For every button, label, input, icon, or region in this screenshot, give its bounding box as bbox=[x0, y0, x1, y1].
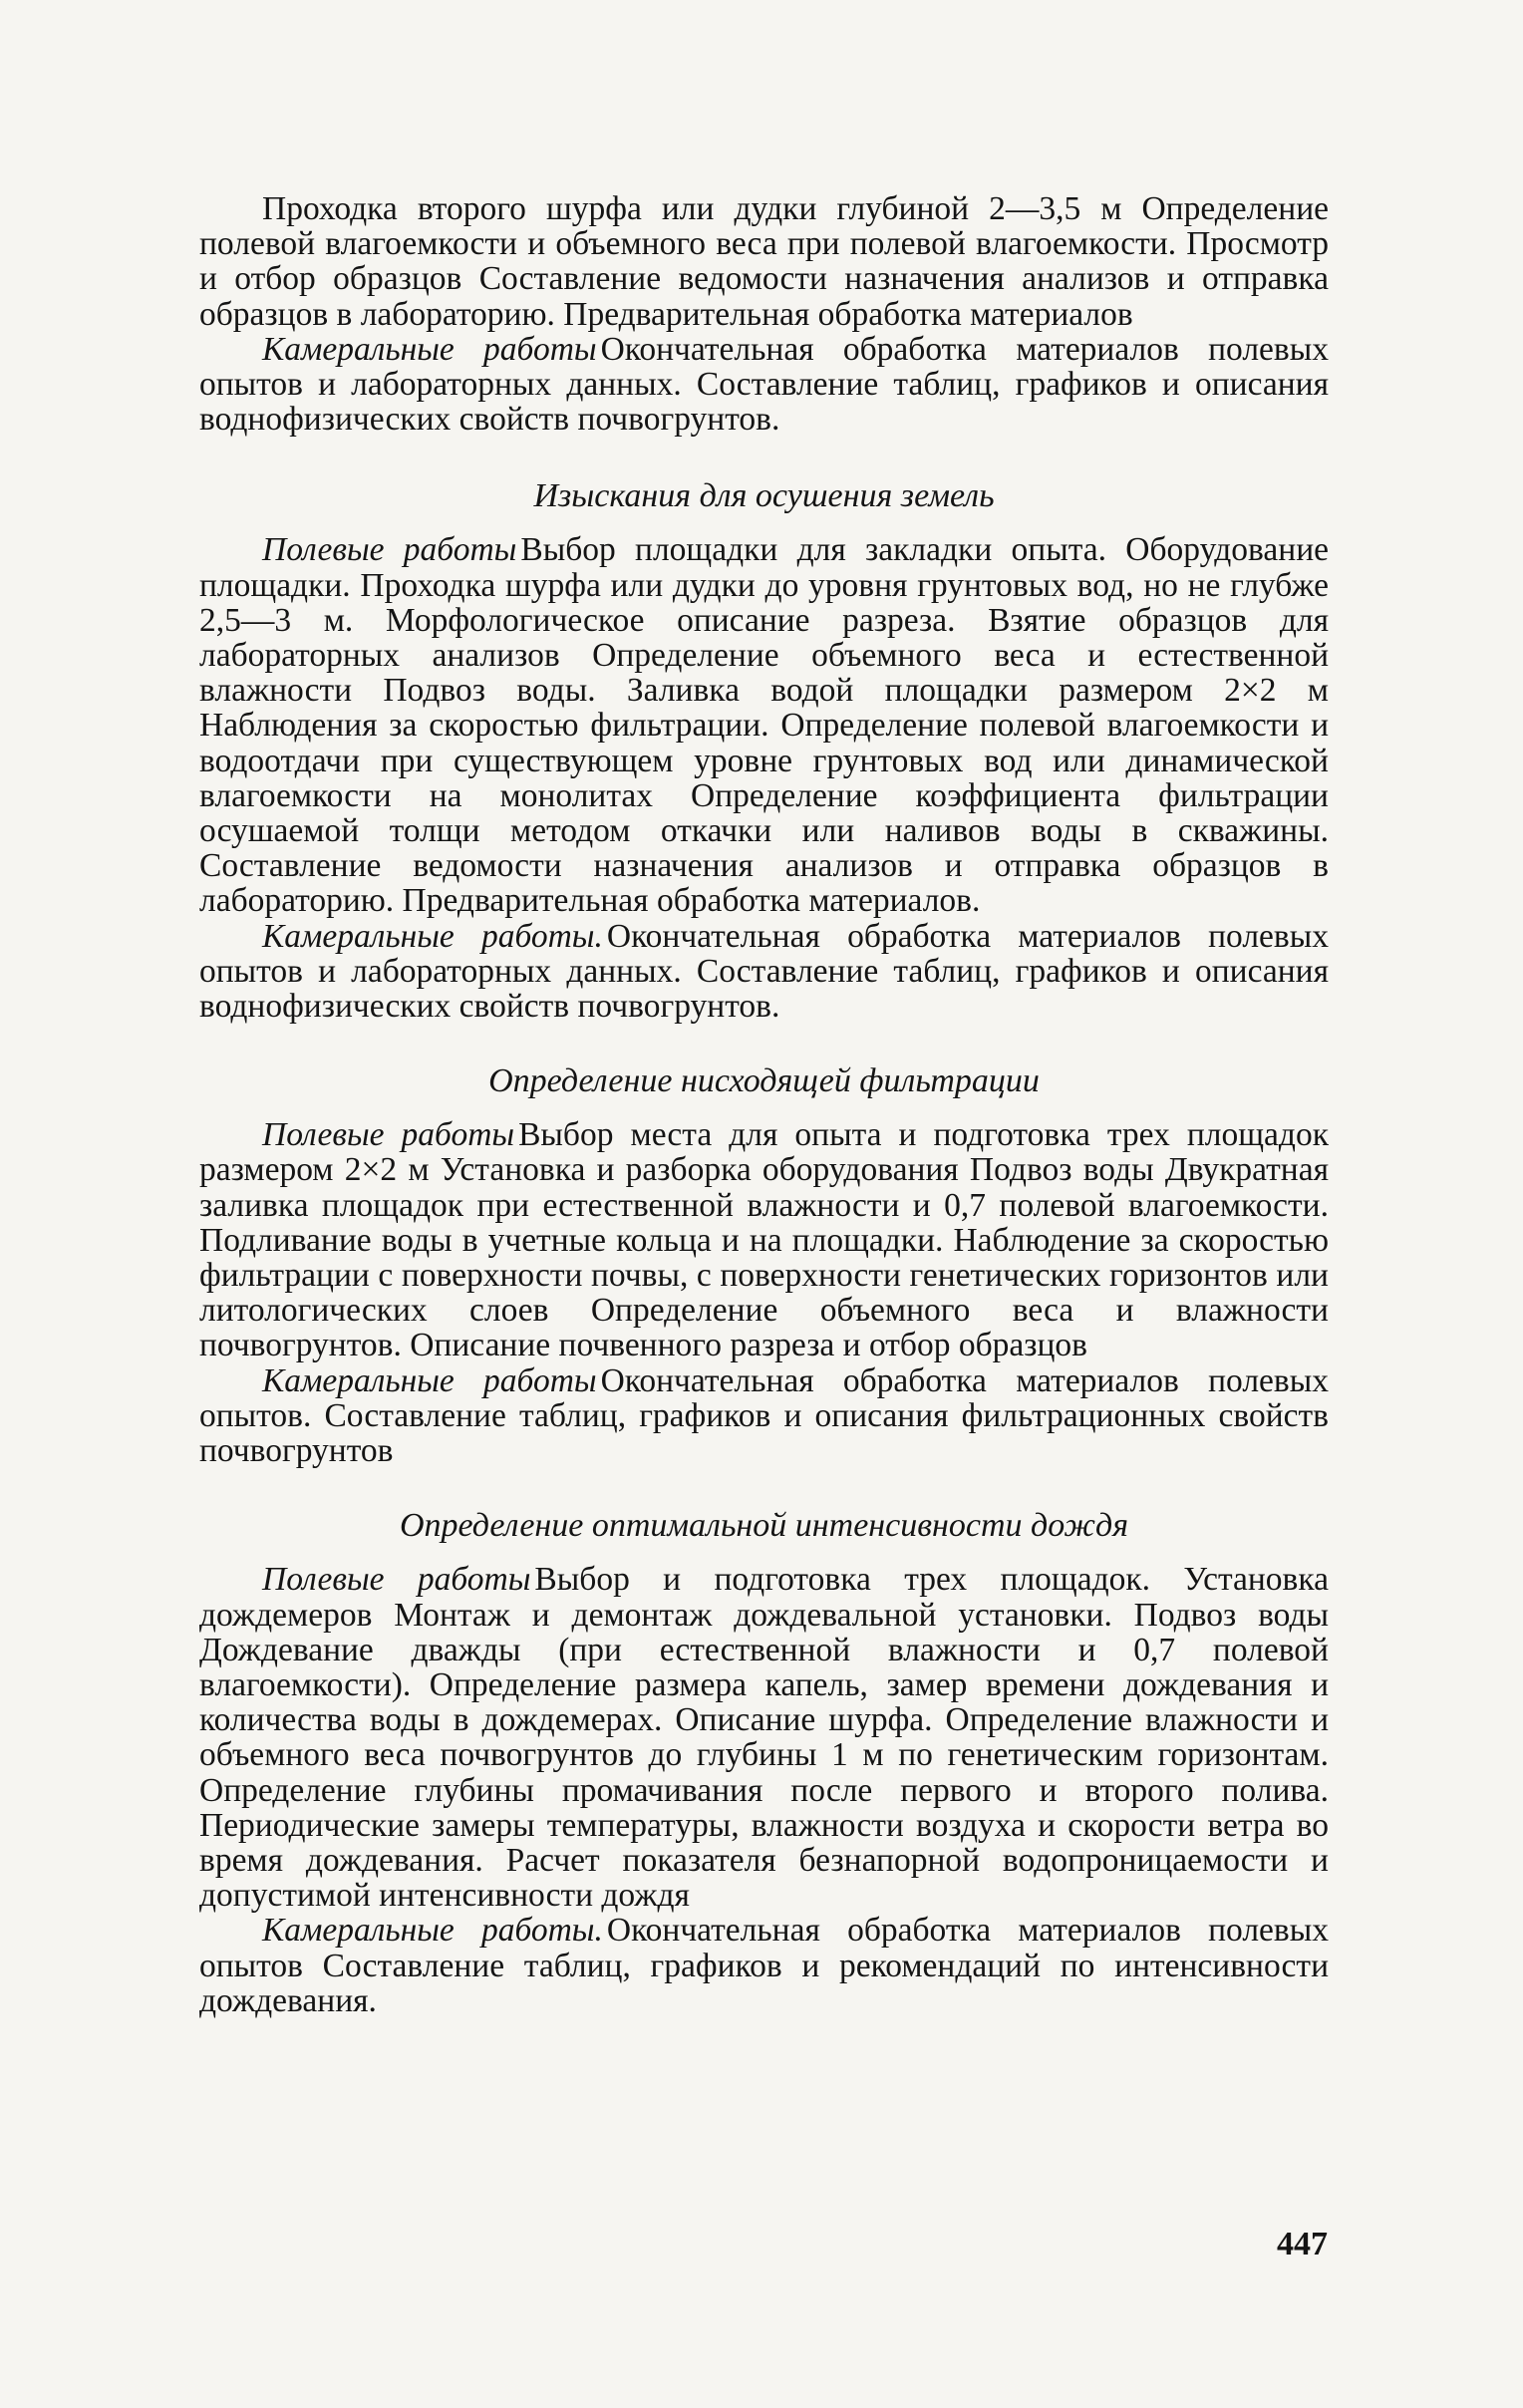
section-2-field-paragraph bbox=[199, 1117, 1329, 1362]
office-work-text: Окончательная обработка материалов полевых опытов. Составление таблиц, графиков и описания фильтрационных свойств почвогрунтов bbox=[199, 1361, 1329, 1470]
section-heading-rain-intensity: Определение оптимальной интенсивности дождя bbox=[399, 1507, 1129, 1545]
office-work-text: Окончательная обработка материалов полевых опытов и лабораторных данных. Составление таблиц, графиков и описания воднофизических свойств почвогрунтов. bbox=[199, 917, 1329, 1026]
section-3-field-paragraph bbox=[199, 1562, 1329, 1913]
section-heading-drainage: Изыскания для осушения земель bbox=[533, 477, 995, 515]
office-work-lead: Камеральные работы bbox=[262, 330, 597, 368]
intro-office-paragraph bbox=[199, 332, 1329, 438]
field-work-lead: Полевые работы bbox=[262, 531, 517, 569]
field-work-lead: Полевые работы bbox=[262, 1116, 515, 1154]
field-work-lead: Полевые работы bbox=[262, 1561, 531, 1599]
office-work-lead: Камеральные работы. bbox=[262, 917, 603, 955]
page-number: 447 bbox=[1277, 2226, 1328, 2262]
intro-paragraph: Проходка второго шурфа или дудки глубиной 2—3,5 м Определение полевой влагоемкости и объемного веса при полевой влагоемкости. Просмотр и отбор образцов Составление ведомости назначения анализов и отправка образцов в лабораторию. Предварительная обработка материалов bbox=[199, 190, 1329, 333]
section-1-office-paragraph bbox=[199, 919, 1329, 1025]
office-work-text: Окончательная обработка материалов полевых опытов Составление таблиц, графиков и рекомендаций по интенсивности дождевания. bbox=[199, 1912, 1329, 2019]
office-work-lead: Камеральные работы. bbox=[262, 1912, 603, 1950]
document-page bbox=[199, 191, 1329, 2018]
field-work-text: Выбор площадки для закладки опыта. Оборудование площадки. Проходка шурфа или дудки до уровня грунтовых вод, но не глубже 2,5—3 м. Морфологическое описание разреза. Взятие образцов для лабораторных анализов Определение объемного веса и естественной влажности Подвоз воды. Заливка водой площадки размером 2×2 м Наблюдения за скоростью фильтрации. Определение полевой влагоемкости и водоотдачи при существующем уровне грунтовых вод или динамической влагоемкости на монолитах Определение коэффициента фильтрации осушаемой толщи методом откачки или наливов воды в скважины. Составление ведомости назначения анализов и отправка образцов в лабораторию. Предварительная обработка материалов. bbox=[199, 531, 1330, 920]
section-heading-filtration: Определение нисходящей фильтрации bbox=[488, 1062, 1040, 1100]
section-3-office-paragraph bbox=[199, 1913, 1329, 2018]
office-work-text: Окончательная обработка материалов полевых опытов и лабораторных данных. Составление таблиц, графиков и описания воднофизических свойств почвогрунтов. bbox=[199, 330, 1329, 439]
office-work-lead: Камеральные работы bbox=[262, 1361, 597, 1399]
field-work-text: Выбор и подготовка трех площадок. Установка дождемеров Монтаж и демонтаж дождевальной установки. Подвоз воды Дождевание дважды (при естественной влажности и 0,7 полевой влагоемкости). Определение размера капель, замер времени дождевания и количества воды в дождемерах. Описание шурфа. Определение влажности и объемного веса почвогрунтов до глубины 1 м по генетическим горизонтам. Определение глубины промачивания после первого и второго полива. Периодические замеры температуры, влажности воздуха и скорости ветра во время дождевания. Расчет показателя безнапорной водопроницаемости и допустимой интенсивности дождя bbox=[199, 1561, 1329, 1915]
section-2-office-paragraph bbox=[199, 1363, 1329, 1469]
section-1-field-paragraph bbox=[199, 532, 1329, 918]
field-work-text: Выбор места для опыта и подготовка трех площадок размером 2×2 м Установка и разборка оборудования Подвоз воды Двукратная заливка площадок при естественной влажности и 0,7 полевой влагоемкости. Подливание воды в учетные кольца и на площадки. Наблюдение за скоростью фильтрации с поверхности почвы, с поверхности генетических горизонтов или литологических слоев Определение объемного веса и влажности почвогрунтов. Описание почвенного разреза и отбор образцов bbox=[199, 1116, 1329, 1364]
